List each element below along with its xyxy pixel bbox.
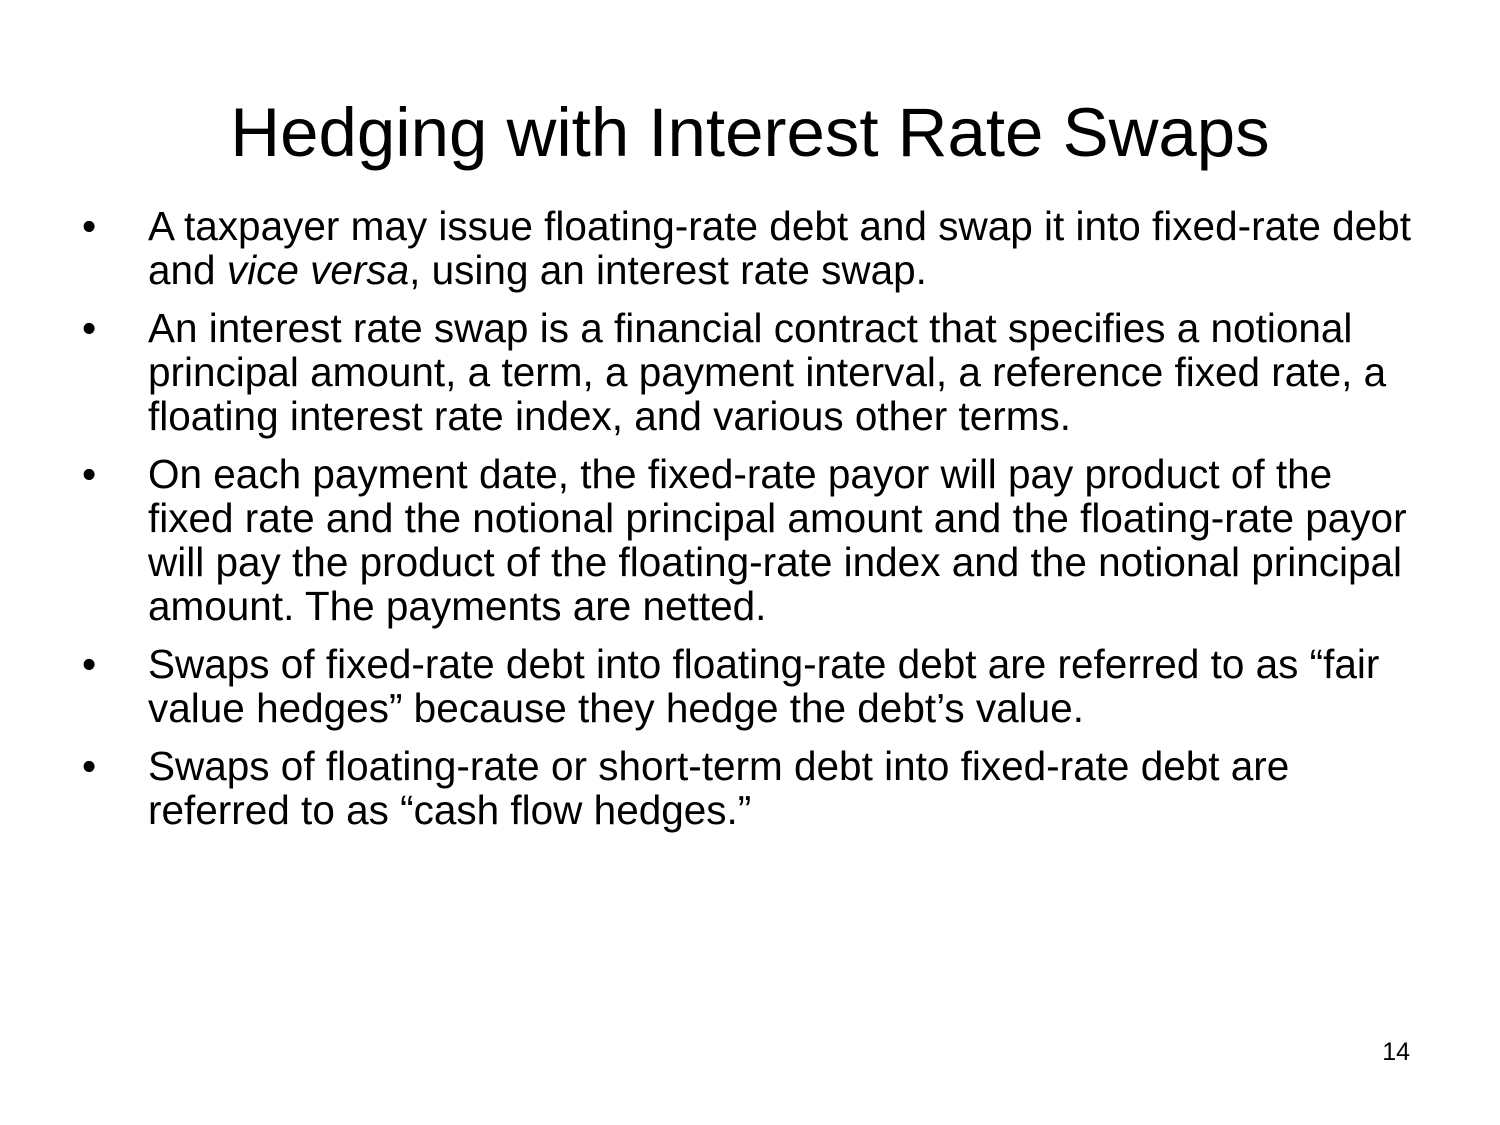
bullet-item — [82, 306, 1422, 438]
bullet-text: Swaps of fixed-rate debt into floating-rate debt are referred to as “fair value hedges” because they hedge the debt’s value. — [148, 641, 1380, 731]
bullet-icon: • — [82, 203, 97, 249]
bullet-list — [82, 204, 1422, 846]
bullet-text-italic: vice versa — [226, 247, 410, 293]
bullet-text-start: A taxpayer may issue floating-rate debt and swap it into fixed-rate debt and — [148, 203, 1411, 293]
bullet-item — [82, 642, 1422, 730]
bullet-item — [82, 204, 1422, 292]
bullet-icon: • — [82, 451, 97, 497]
slide-title: Hedging with Interest Rate Swaps — [230, 94, 1270, 171]
bullet-text: An interest rate swap is a financial contract that specifies a notional principal amount, a term, a payment interval, a reference fixed rate, a floating interest rate index, and various other terms. — [148, 305, 1387, 439]
bullet-text: Swaps of floating-rate or short-term debt into fixed-rate debt are referred to as “cash flow hedges.” — [148, 743, 1290, 833]
bullet-text: On each payment date, the fixed-rate payor will pay product of the fixed rate and the notional principal amount and the floating-rate payor will pay the product of the floating-rate index and the notional principal amount. The payments are netted. — [148, 451, 1407, 629]
bullet-item — [82, 744, 1422, 832]
bullet-icon: • — [82, 743, 97, 789]
page-number: 14 — [1382, 1038, 1410, 1066]
bullet-icon: • — [82, 305, 97, 351]
bullet-text-end: , using an interest rate swap. — [409, 247, 927, 293]
bullet-icon: • — [82, 641, 97, 687]
bullet-item — [82, 452, 1422, 628]
